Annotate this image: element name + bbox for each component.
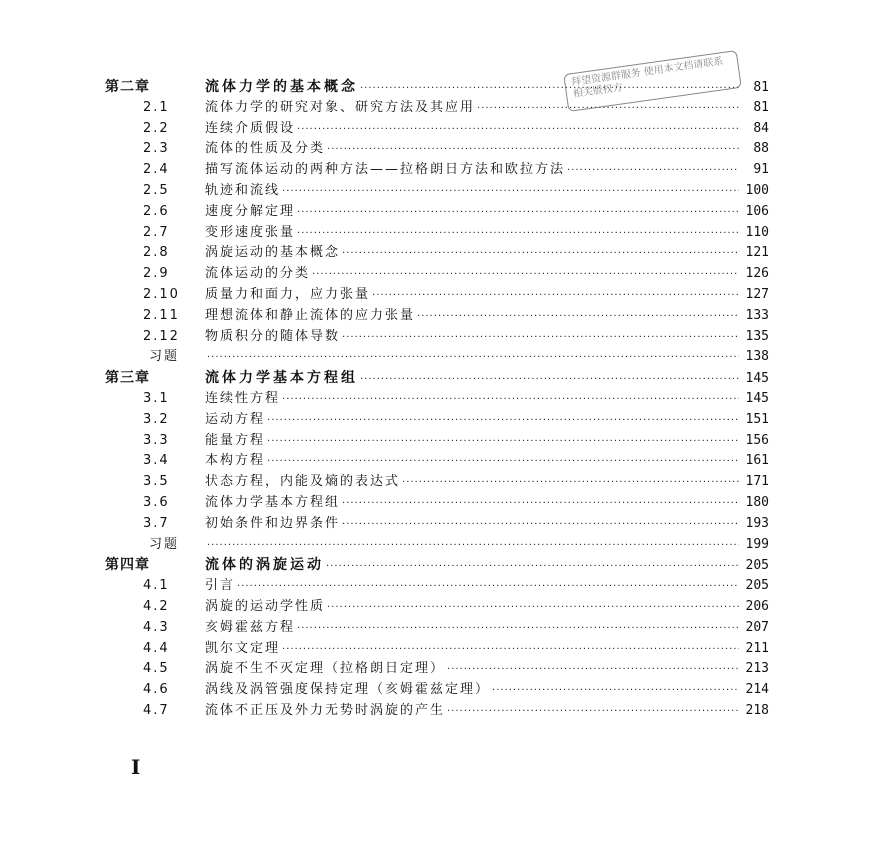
- toc-entry-number: 2.3: [143, 141, 170, 157]
- toc-section-row[interactable]: [105, 243, 769, 264]
- toc-entry-title: 亥姆霍兹方程: [205, 619, 296, 635]
- dot-leader: [327, 598, 739, 619]
- toc-entry-number: 4.3: [143, 619, 170, 635]
- toc-entry-title: 流体力学基本方程组: [205, 494, 341, 510]
- toc-entry-number: 第三章: [105, 370, 150, 387]
- dot-leader: [342, 244, 739, 265]
- toc-entry-number: 3.2: [143, 411, 170, 427]
- dot-leader: [567, 161, 739, 182]
- toc-entry-title: 流体不正压及外力无势时涡旋的产生: [205, 702, 446, 718]
- toc-entry-title: 状态方程，内能及熵的表达式: [205, 474, 401, 490]
- toc-section-row[interactable]: [105, 327, 769, 348]
- toc-section-row[interactable]: [105, 514, 769, 535]
- toc-entry-title: 描写流体运动的两种方法——拉格朗日方法和欧拉方法: [205, 162, 566, 178]
- toc-entry-title: 物质积分的随体导数: [205, 328, 341, 344]
- toc-entry-title: 理想流体和静止流体的应力张量: [205, 307, 416, 323]
- toc-entry-page-number: 110: [745, 224, 769, 240]
- toc-entry-number: 2.5: [143, 182, 170, 198]
- dot-leader: [282, 182, 739, 203]
- toc-entry-title: 涡线及涡管强度保持定理（亥姆霍兹定理）: [205, 682, 491, 698]
- toc-section-row[interactable]: [105, 597, 769, 618]
- toc-entry-title: 引言: [205, 578, 236, 594]
- watermark-stamp: 拜望资源群服务 使用本文档请联系相关版权方: [563, 50, 742, 112]
- toc-exercise-row[interactable]: [105, 347, 769, 368]
- toc-entry-number: 2.4: [143, 162, 170, 178]
- toc-entry-page-number: 218: [745, 702, 769, 718]
- dot-leader: [237, 577, 739, 598]
- toc-section-row[interactable]: [105, 264, 769, 285]
- toc-section-row[interactable]: [105, 160, 769, 181]
- toc-entry-number: 第二章: [105, 79, 150, 95]
- toc-section-row[interactable]: [105, 285, 769, 306]
- toc-section-row[interactable]: [105, 119, 769, 140]
- toc-entry-title: 涡旋的运动学性质: [205, 598, 326, 614]
- toc-entry-page-number: 88: [753, 141, 769, 157]
- dot-leader: [326, 557, 739, 578]
- toc-entry-title: 运动方程: [205, 411, 266, 427]
- toc-entry-page-number: 133: [745, 307, 769, 323]
- toc-entry-page-number: 106: [745, 203, 769, 219]
- toc-entry-number: 习题: [149, 536, 180, 552]
- toc-entry-title: 本构方程: [205, 453, 266, 469]
- dot-leader: [267, 452, 739, 473]
- toc-entry-page-number: 214: [745, 682, 769, 698]
- dot-leader: [417, 307, 739, 328]
- dot-leader: [267, 411, 739, 432]
- toc-section-row[interactable]: [105, 139, 769, 160]
- toc-section-row[interactable]: [105, 202, 769, 223]
- toc-entry-page-number: 193: [745, 515, 769, 531]
- toc-entry-title: 流体力学的基本概念: [205, 79, 358, 95]
- toc-entry-page-number: 91: [753, 162, 769, 178]
- toc-section-row[interactable]: [105, 98, 769, 119]
- toc-entry-title: 变形速度张量: [205, 224, 296, 240]
- toc-entry-title: 涡旋不生不灭定理（拉格朗日定理）: [205, 661, 446, 677]
- toc-section-row[interactable]: [105, 472, 769, 493]
- dot-leader: [402, 473, 739, 494]
- toc-section-row[interactable]: [105, 431, 769, 452]
- toc-entry-number: 2.11: [143, 307, 180, 323]
- dot-leader: [447, 702, 739, 723]
- toc-entry-page-number: 145: [745, 390, 769, 406]
- dot-leader: [327, 140, 739, 161]
- toc-entry-page-number: 145: [745, 371, 769, 387]
- toc-entry-number: 3.6: [143, 494, 170, 510]
- toc-chapter-row[interactable]: [105, 555, 769, 576]
- toc-entry-number: 3.4: [143, 453, 170, 469]
- toc-entry-page-number: 81: [753, 99, 769, 115]
- toc-entry-number: 3.5: [143, 474, 170, 490]
- toc-entry-title: 流体运动的分类: [205, 266, 311, 282]
- dot-leader: [447, 660, 739, 681]
- toc-entry-title: 质量力和面力，应力张量: [205, 286, 371, 302]
- toc-entry-page-number: 180: [745, 494, 769, 510]
- toc-entry-number: 2.7: [143, 224, 170, 240]
- toc-entry-page-number: 135: [745, 328, 769, 344]
- toc-entry-page-number: 151: [745, 411, 769, 427]
- table-of-contents: [105, 77, 769, 722]
- toc-entry-title: 连续性方程: [205, 390, 281, 406]
- toc-entry-page-number: 121: [745, 245, 769, 261]
- dot-leader: [267, 432, 739, 453]
- toc-entry-number: 2.2: [143, 120, 170, 136]
- toc-entry-number: 4.5: [143, 661, 170, 677]
- toc-entry-title: 流体力学的研究对象、研究方法及其应用: [205, 99, 476, 115]
- toc-entry-page-number: 126: [745, 266, 769, 282]
- toc-section-row[interactable]: [105, 493, 769, 514]
- toc-entry-title: 流体力学基本方程组: [205, 370, 358, 387]
- toc-entry-page-number: 205: [745, 558, 769, 574]
- dot-leader: [360, 370, 739, 391]
- toc-entry-title: 流体的涡旋运动: [205, 557, 324, 574]
- toc-section-row[interactable]: [105, 576, 769, 597]
- toc-entry-number: 4.2: [143, 598, 170, 614]
- toc-entry-title: 初始条件和边界条件: [205, 515, 341, 531]
- toc-section-row[interactable]: [105, 389, 769, 410]
- toc-entry-page-number: 81: [753, 80, 769, 95]
- toc-entry-number: 2.12: [143, 328, 180, 344]
- toc-entry-number: 3.1: [143, 390, 170, 406]
- dot-leader: [297, 619, 739, 640]
- toc-section-row[interactable]: [105, 410, 769, 431]
- toc-entry-number: 2.6: [143, 203, 170, 219]
- toc-entry-number: 4.1: [143, 578, 170, 594]
- toc-entry-page-number: 138: [745, 349, 769, 365]
- toc-entry-page-number: 213: [745, 661, 769, 677]
- toc-entry-page-number: 199: [745, 536, 769, 552]
- toc-entry-number: 4.7: [143, 702, 170, 718]
- toc-section-row[interactable]: [105, 181, 769, 202]
- toc-section-row[interactable]: [105, 451, 769, 472]
- dot-leader: [282, 390, 739, 411]
- toc-entry-number: 第四章: [105, 557, 150, 574]
- toc-entry-number: 2.8: [143, 245, 170, 261]
- toc-section-row[interactable]: [105, 701, 769, 722]
- toc-entry-title: 流体的性质及分类: [205, 141, 326, 157]
- toc-entry-page-number: 161: [745, 453, 769, 469]
- dot-leader: [492, 681, 739, 702]
- toc-entry-number: 2.1: [143, 99, 170, 115]
- toc-section-row[interactable]: [105, 680, 769, 701]
- toc-entry-number: 4.6: [143, 682, 170, 698]
- toc-entry-number: 2.9: [143, 266, 170, 282]
- toc-section-row[interactable]: [105, 306, 769, 327]
- toc-entry-number: 3.7: [143, 515, 170, 531]
- toc-exercise-row[interactable]: [105, 535, 769, 556]
- toc-entry-number: 3.3: [143, 432, 170, 448]
- dot-leader: [342, 494, 739, 515]
- dot-leader: [312, 265, 739, 286]
- toc-entry-page-number: 171: [745, 474, 769, 490]
- toc-entry-page-number: 127: [745, 286, 769, 302]
- toc-entry-number: 2.10: [143, 286, 180, 302]
- toc-entry-page-number: 205: [745, 578, 769, 594]
- dot-leader: [342, 515, 739, 536]
- toc-entry-number: 4.4: [143, 640, 170, 656]
- toc-entry-title: 速度分解定理: [205, 203, 296, 219]
- toc-entry-page-number: 211: [745, 640, 769, 656]
- toc-chapter-row[interactable]: [105, 368, 769, 389]
- toc-entry-title: 连续介质假设: [205, 120, 296, 136]
- toc-entry-page-number: 84: [753, 120, 769, 136]
- toc-entry-page-number: 207: [745, 619, 769, 635]
- toc-entry-number: 习题: [149, 349, 180, 365]
- toc-entry-page-number: 156: [745, 432, 769, 448]
- toc-section-row[interactable]: [105, 223, 769, 244]
- dot-leader: [297, 224, 739, 245]
- toc-entry-title: 凯尔文定理: [205, 640, 281, 656]
- dot-leader: [342, 328, 739, 349]
- toc-entry-title: 涡旋运动的基本概念: [205, 245, 341, 261]
- toc-section-row[interactable]: [105, 659, 769, 680]
- dot-leader: [207, 348, 739, 369]
- dot-leader: [297, 120, 739, 141]
- toc-section-row[interactable]: [105, 618, 769, 639]
- dot-leader: [207, 536, 739, 557]
- toc-entry-title: 轨迹和流线: [205, 182, 281, 198]
- dot-leader: [282, 640, 739, 661]
- toc-entry-page-number: 206: [745, 598, 769, 614]
- toc-section-row[interactable]: [105, 639, 769, 660]
- toc-entry-page-number: 100: [745, 182, 769, 198]
- toc-entry-title: 能量方程: [205, 432, 266, 448]
- dot-leader: [372, 286, 739, 307]
- page-folio: I: [131, 755, 141, 779]
- dot-leader: [297, 203, 739, 224]
